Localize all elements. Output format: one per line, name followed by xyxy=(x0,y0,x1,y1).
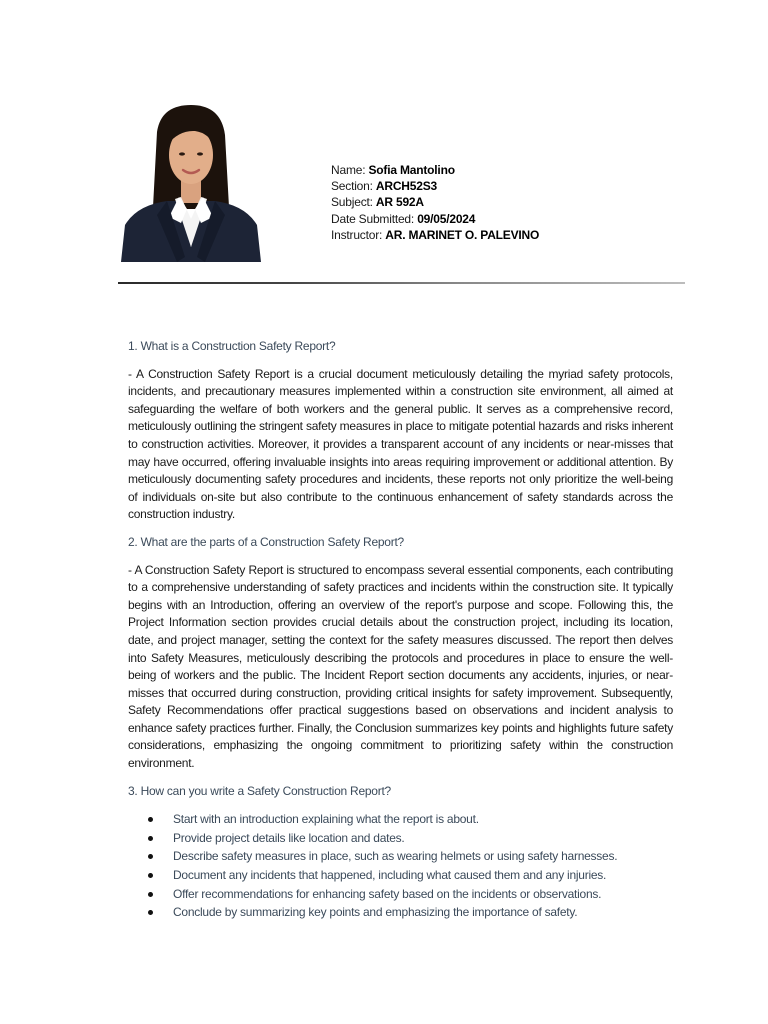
question-2-heading: 2. What are the parts of a Construction Safety Report? xyxy=(128,534,404,549)
bullet-icon xyxy=(148,854,153,859)
student-info-block xyxy=(331,162,539,243)
question-2-answer: - A Construction Safety Report is structured to encompass several essential components, each contributing to a comprehensive understanding of safety practices and incidents within the construction site. It typically begins with an Introduction, offering an overview of the report's purpose and scope. Following this, the Project Information section provides crucial details about the construction project, including its location, date, and project manager, setting the context for the safety measures discussed. The report then delves into Safety Measures, meticulously describing the protocols and procedures in place to ensure the well-being of workers and the public. The Incident Report section documents any accidents, injuries, or near-misses that occurred during construction, providing critical insights for safety improvement. Subsequently, Safety Recommendations offer practical suggestions based on observations and incident analysis to enhance safety practices further. Finally, the Conclusion summarizes key points and highlights future safety considerations, emphasizing the ongoing commitment to prioritizing safety within the construction environment. xyxy=(128,562,673,771)
bullet-icon xyxy=(148,910,153,915)
section-value: ARCH52S3 xyxy=(375,179,437,194)
name-row xyxy=(331,162,539,178)
instructor-row xyxy=(331,227,539,243)
section-label: Section: xyxy=(331,179,373,194)
instructor-label: Instructor: xyxy=(331,227,383,242)
date-label: Date Submitted: xyxy=(331,211,415,226)
bullet-icon xyxy=(148,817,153,822)
list-item xyxy=(148,903,673,922)
instructor-value: AR. MARINET O. PALEVINO xyxy=(385,227,540,242)
name-label: Name: xyxy=(331,163,366,177)
student-photo xyxy=(119,97,263,262)
bullet-text: Offer recommendations for enhancing safety based on the incidents or observations. xyxy=(173,886,602,901)
subject-row xyxy=(331,194,539,210)
bullet-icon xyxy=(148,836,153,841)
portrait-image xyxy=(119,97,263,262)
date-row xyxy=(331,211,539,227)
subject-value: AR 592A xyxy=(375,195,424,210)
header-divider xyxy=(118,282,685,284)
question-1-heading: 1. What is a Construction Safety Report? xyxy=(128,339,336,353)
bullet-icon xyxy=(148,892,153,897)
bullet-text: Start with an introduction explaining what the report is about. xyxy=(173,812,479,827)
section-row xyxy=(331,178,539,194)
question-1-answer: - A Construction Safety Report is a crucial document meticulously detailing the myriad safety protocols, incidents, and precautionary measures implemented within a construction site environment, all aimed at safeguarding the welfare of both workers and the general public. It serves as a comprehensive record, meticulously outlining the stringent safety measures in place to mitigate potential hazards and risks inherent to construction activities. Moreover, it provides a transparent account of any incidents or near-misses that may have occurred, offering invaluable insights into areas requiring improvement or additional attention. By meticulously documenting safety procedures and incidents, these reports not only prioritize the well-being of individuals on-site but also contribute to the continuous enhancement of safety standards across the construction industry. xyxy=(128,366,673,522)
bullet-text: Describe safety measures in place, such as wearing helmets or using safety harnesses. xyxy=(173,849,618,864)
name-value: Sofia Mantolino xyxy=(368,163,455,177)
list-item xyxy=(148,810,673,829)
list-item xyxy=(148,866,673,885)
list-item xyxy=(148,829,673,848)
bullet-text: Document any incidents that happened, including what caused them and any injuries. xyxy=(173,868,607,883)
date-value: 09/05/2024 xyxy=(417,211,476,226)
document-body xyxy=(128,338,673,922)
bullet-text: Provide project details like location and dates. xyxy=(173,830,405,845)
bullet-icon xyxy=(148,873,153,878)
list-item xyxy=(148,885,673,904)
list-item xyxy=(148,847,673,866)
bullet-text: Conclude by summarizing key points and emphasizing the importance of safety. xyxy=(173,905,578,920)
question-3-heading: 3. How can you write a Safety Construction Report? xyxy=(128,783,391,798)
subject-label: Subject: xyxy=(331,195,373,210)
question-3-bullet-list xyxy=(128,810,673,922)
